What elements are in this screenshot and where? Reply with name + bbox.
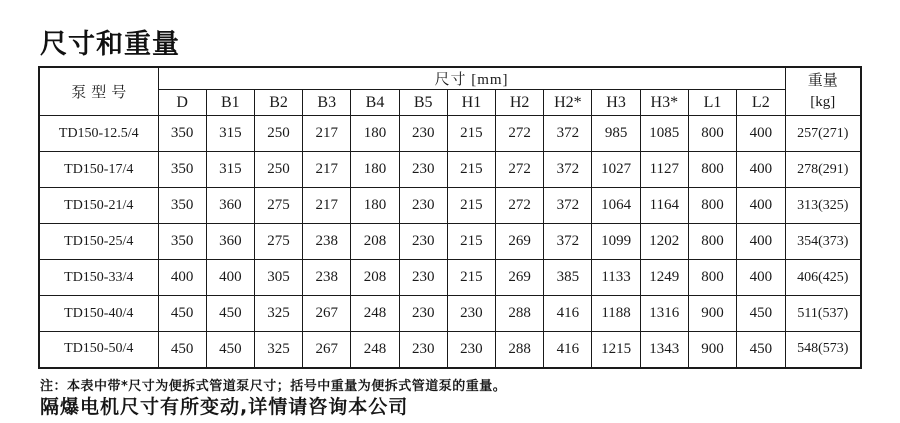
- dimension-value-cell: 372: [544, 224, 592, 260]
- dimension-value-cell: 230: [447, 332, 495, 368]
- dimension-value-cell: 272: [496, 188, 544, 224]
- dimension-value-cell: 325: [254, 332, 302, 368]
- table-row: [39, 188, 861, 224]
- dimension-value-cell: 400: [737, 260, 785, 296]
- dimension-value-cell: 215: [447, 188, 495, 224]
- dimension-value-cell: 250: [254, 152, 302, 188]
- column-header-B1: B1: [206, 90, 254, 116]
- pump-model-cell: TD150-25/4: [39, 224, 158, 260]
- dimension-value-cell: 180: [351, 152, 399, 188]
- table-row: [39, 116, 861, 152]
- dimension-value-cell: 360: [206, 224, 254, 260]
- pump-model-cell: TD150-33/4: [39, 260, 158, 296]
- dimension-value-cell: 450: [158, 332, 206, 368]
- footnote-motor-note: 隔爆电机尺寸有所变动,详情请咨询本公司: [40, 396, 409, 418]
- dimension-value-cell: 416: [544, 332, 592, 368]
- dimension-value-cell: 230: [447, 296, 495, 332]
- column-header-B3: B3: [303, 90, 351, 116]
- dimension-value-cell: 1099: [592, 224, 640, 260]
- dimension-value-cell: 800: [688, 116, 736, 152]
- dimension-value-cell: 400: [206, 260, 254, 296]
- column-header-weight-kg: [785, 67, 861, 116]
- weight-value-cell: 257(271): [785, 116, 861, 152]
- dimension-value-cell: 215: [447, 260, 495, 296]
- pump-model-cell: TD150-40/4: [39, 296, 158, 332]
- weight-value-cell: 278(291): [785, 152, 861, 188]
- dimension-value-cell: 248: [351, 332, 399, 368]
- dimension-value-cell: 800: [688, 188, 736, 224]
- column-header-H1: H1: [447, 90, 495, 116]
- dimension-value-cell: 230: [399, 332, 447, 368]
- dimension-value-cell: 217: [303, 116, 351, 152]
- dimension-value-cell: 1133: [592, 260, 640, 296]
- dimension-value-cell: 1316: [640, 296, 688, 332]
- dimension-value-cell: 269: [496, 260, 544, 296]
- dimension-value-cell: 272: [496, 116, 544, 152]
- dimension-value-cell: 350: [158, 152, 206, 188]
- dimension-value-cell: 1202: [640, 224, 688, 260]
- dimension-value-cell: 217: [303, 188, 351, 224]
- dimension-value-cell: 325: [254, 296, 302, 332]
- dimension-value-cell: 1127: [640, 152, 688, 188]
- dimension-value-cell: 800: [688, 224, 736, 260]
- dimension-value-cell: 400: [737, 116, 785, 152]
- dimension-value-cell: 800: [688, 152, 736, 188]
- weight-value-cell: 406(425): [785, 260, 861, 296]
- dimension-value-cell: 180: [351, 116, 399, 152]
- column-header-H2: H2: [496, 90, 544, 116]
- footnote-asterisk-note: 注：本表中带*尺寸为便拆式管道泵尺寸；括号中重量为便拆式管道泵的重量。: [40, 379, 507, 394]
- dimension-value-cell: 288: [496, 332, 544, 368]
- dimension-value-cell: 215: [447, 152, 495, 188]
- dimension-value-cell: 267: [303, 332, 351, 368]
- pump-model-cell: TD150-50/4: [39, 332, 158, 368]
- dimension-value-cell: 1215: [592, 332, 640, 368]
- dimension-value-cell: 350: [158, 224, 206, 260]
- pump-model-cell: TD150-21/4: [39, 188, 158, 224]
- dimension-value-cell: 450: [206, 332, 254, 368]
- dimensions-weight-table: [38, 66, 862, 369]
- weight-value-cell: 313(325): [785, 188, 861, 224]
- weight-value-cell: 354(373): [785, 224, 861, 260]
- dimension-value-cell: 1064: [592, 188, 640, 224]
- table-row: [39, 224, 861, 260]
- dimension-value-cell: 1164: [640, 188, 688, 224]
- pump-model-cell: TD150-12.5/4: [39, 116, 158, 152]
- header-row-group: [39, 67, 861, 90]
- table-row: [39, 296, 861, 332]
- dimension-value-cell: 385: [544, 260, 592, 296]
- dimension-value-cell: 800: [688, 260, 736, 296]
- dimension-value-cell: 215: [447, 224, 495, 260]
- dimension-value-cell: 208: [351, 260, 399, 296]
- dimension-value-cell: 217: [303, 152, 351, 188]
- weight-header-line2: [kg]: [810, 93, 836, 110]
- pump-model-cell: TD150-17/4: [39, 152, 158, 188]
- dimension-value-cell: 400: [158, 260, 206, 296]
- dimension-value-cell: 269: [496, 224, 544, 260]
- column-header-B4: B4: [351, 90, 399, 116]
- column-group-header-dimensions-mm: 尺寸 [mm]: [158, 67, 785, 90]
- dimension-value-cell: 400: [737, 224, 785, 260]
- dimension-value-cell: 450: [158, 296, 206, 332]
- dimension-value-cell: 250: [254, 116, 302, 152]
- dimension-value-cell: 315: [206, 152, 254, 188]
- dimension-value-cell: 360: [206, 188, 254, 224]
- dimension-value-cell: 230: [399, 296, 447, 332]
- column-header-B5: B5: [399, 90, 447, 116]
- dimension-value-cell: 400: [737, 188, 785, 224]
- dimension-value-cell: 1249: [640, 260, 688, 296]
- column-header-H2star: H2*: [544, 90, 592, 116]
- header-row-dimension-columns: [39, 90, 861, 116]
- table-row: [39, 332, 861, 368]
- dimension-value-cell: 1027: [592, 152, 640, 188]
- dimension-value-cell: 416: [544, 296, 592, 332]
- dimension-value-cell: 315: [206, 116, 254, 152]
- dimension-value-cell: 350: [158, 188, 206, 224]
- dimension-value-cell: 450: [737, 332, 785, 368]
- table-row: [39, 260, 861, 296]
- dimension-value-cell: 372: [544, 116, 592, 152]
- dimension-value-cell: 900: [688, 332, 736, 368]
- dimension-value-cell: 215: [447, 116, 495, 152]
- weight-header-line1: 重量: [807, 73, 838, 90]
- dimension-value-cell: 985: [592, 116, 640, 152]
- dimension-value-cell: 238: [303, 260, 351, 296]
- weight-value-cell: 548(573): [785, 332, 861, 368]
- dimension-value-cell: 350: [158, 116, 206, 152]
- column-header-B2: B2: [254, 90, 302, 116]
- dimension-value-cell: 272: [496, 152, 544, 188]
- dimension-value-cell: 238: [303, 224, 351, 260]
- column-header-H3star: H3*: [640, 90, 688, 116]
- table-row: [39, 152, 861, 188]
- dimension-value-cell: 450: [737, 296, 785, 332]
- column-header-L1: L1: [688, 90, 736, 116]
- dimension-value-cell: 275: [254, 224, 302, 260]
- dimension-value-cell: 230: [399, 152, 447, 188]
- column-header-D: D: [158, 90, 206, 116]
- dimension-value-cell: 230: [399, 188, 447, 224]
- dimension-value-cell: 230: [399, 260, 447, 296]
- weight-value-cell: 511(537): [785, 296, 861, 332]
- dimension-value-cell: 230: [399, 116, 447, 152]
- page-title: 尺寸和重量: [40, 29, 180, 60]
- dimension-value-cell: 372: [544, 188, 592, 224]
- dimension-value-cell: 1343: [640, 332, 688, 368]
- table-body: [39, 116, 861, 368]
- dimension-value-cell: 180: [351, 188, 399, 224]
- dimension-value-cell: 288: [496, 296, 544, 332]
- dimension-value-cell: 1188: [592, 296, 640, 332]
- column-header-L2: L2: [737, 90, 785, 116]
- column-header-H3: H3: [592, 90, 640, 116]
- dimension-value-cell: 248: [351, 296, 399, 332]
- dimension-value-cell: 208: [351, 224, 399, 260]
- dimension-value-cell: 450: [206, 296, 254, 332]
- dimension-value-cell: 900: [688, 296, 736, 332]
- dimension-value-cell: 400: [737, 152, 785, 188]
- column-header-pump-model: 泵型号: [39, 67, 158, 116]
- table-header: [39, 67, 861, 116]
- dimension-value-cell: 372: [544, 152, 592, 188]
- dimension-value-cell: 305: [254, 260, 302, 296]
- dimension-value-cell: 275: [254, 188, 302, 224]
- dimension-value-cell: 230: [399, 224, 447, 260]
- dimension-value-cell: 1085: [640, 116, 688, 152]
- dimension-value-cell: 267: [303, 296, 351, 332]
